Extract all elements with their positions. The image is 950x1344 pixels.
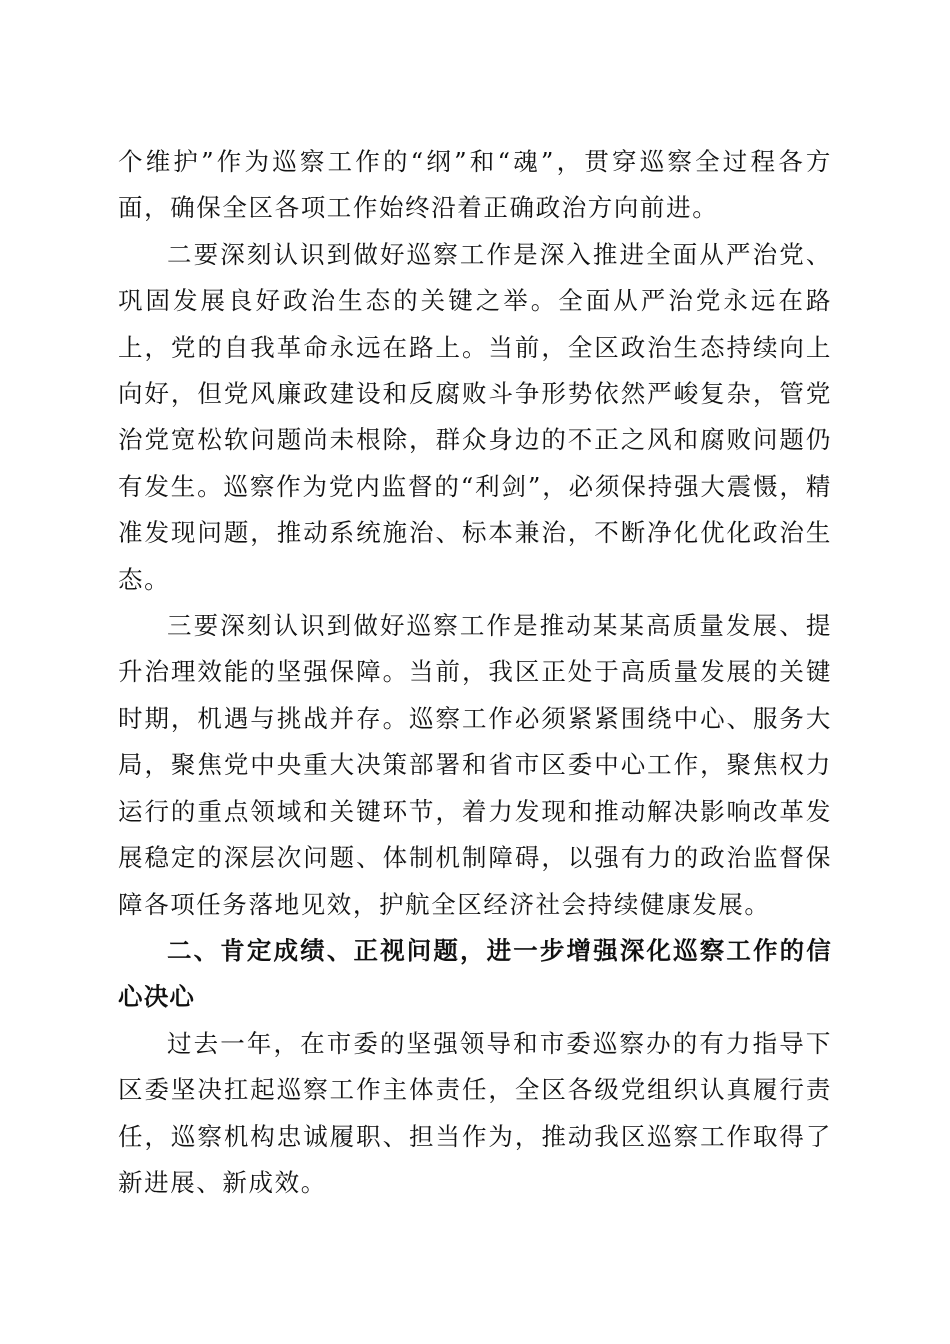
- document-body: [118, 139, 832, 1206]
- paragraph-point-two: 二要深刻认识到做好巡察工作是深入推进全面从严治党、巩固发展良好政治生态的关键之举。全面从严治党永远在路上，党的自我革命永远在路上。当前，全区政治生态持续向上向好，但党风廉政建设和反腐败斗争形势依然严峻复杂，管党治党宽松软问题尚未根除，群众身边的不正之风和腐败问题仍有发生。巡察作为党内监督的“利剑”，必须保持强大震慑，精准发现问题，推动系统施治、标本兼治，不断净化优化政治生态。: [118, 239, 832, 594]
- paragraph-point-three: 三要深刻认识到做好巡察工作是推动某某高质量发展、提升治理效能的坚强保障。当前，我区正处于高质量发展的关键时期，机遇与挑战并存。巡察工作必须紧紧围绕中心、服务大局，聚焦党中央重大决策部署和省市区委中心工作，聚焦权力运行的重点领域和关键环节，着力发现和推动解决影响改革发展稳定的深层次问题、体制机制障碍，以强有力的政治监督保障各项任务落地见效，护航全区经济社会持续健康发展。: [118, 611, 832, 919]
- paragraph-past-year: 过去一年，在市委的坚强领导和市委巡察办的有力指导下区委坚决扛起巡察工作主体责任，全区各级党组织认真履行责任，巡察机构忠诚履职、担当作为，推动我区巡察工作取得了新进展、新成效。: [118, 1028, 832, 1197]
- section-heading-two: 二、肯定成绩、正视问题，进一步增强深化巡察工作的信心决心: [118, 935, 832, 1012]
- paragraph-continuation: 个维护”作为巡察工作的“纲”和“魂”，贯穿巡察全过程各方面，确保全区各项工作始终沿着正确政治方向前进。: [118, 147, 832, 223]
